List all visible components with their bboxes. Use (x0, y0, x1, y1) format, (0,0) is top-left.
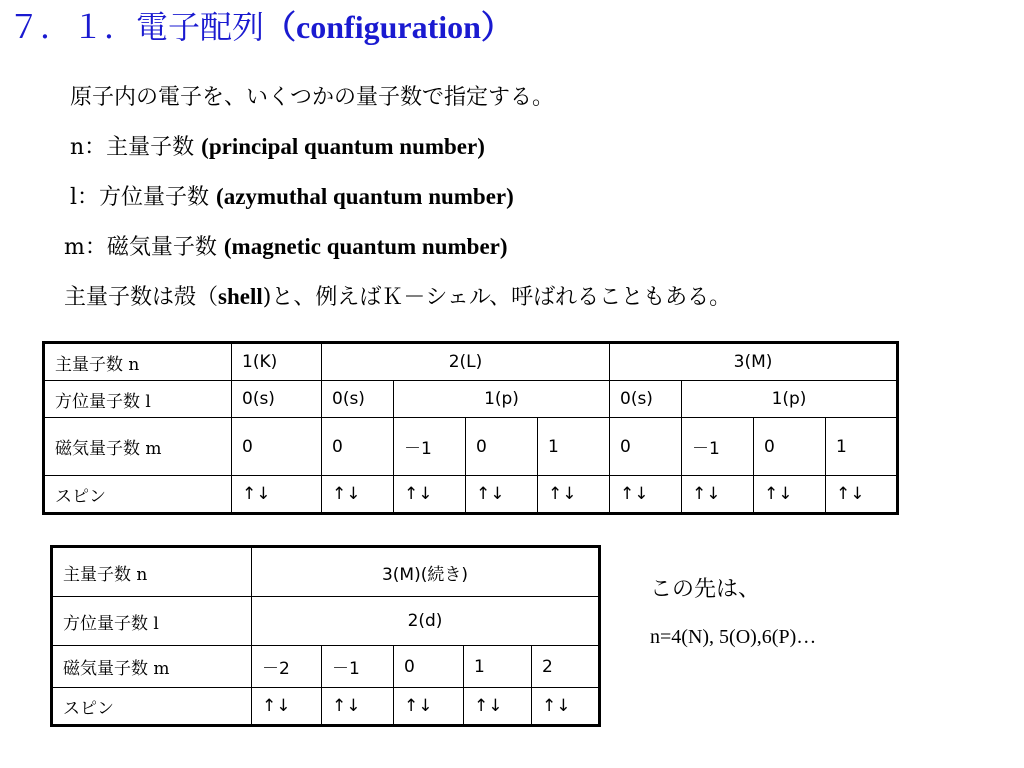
t2-cell-shell-m: 3(M)(続き) (252, 547, 600, 597)
row-label-n: 主量子数 n (44, 343, 232, 381)
intro-line (70, 80, 554, 111)
cell-shell-k: 1(K) (232, 343, 322, 381)
cell-spin-4: ↑↓ (538, 476, 610, 514)
cell-m-2: －1 (394, 418, 466, 476)
t2-cell-m-1: －1 (322, 646, 394, 688)
cell-m-7: 0 (754, 418, 826, 476)
t2-cell-spin-2: ↑↓ (394, 688, 464, 726)
title-english: （configuration） (264, 9, 513, 45)
azimuthal-line (70, 180, 514, 211)
cell-spin-6: ↑↓ (682, 476, 754, 514)
t2-row-label-n: 主量子数 n (52, 547, 252, 597)
t2-row-label-l: 方位量子数 l (52, 597, 252, 646)
cell-m-0: 0 (232, 418, 322, 476)
row-label-m: 磁気量子数 m (44, 418, 232, 476)
t2-cell-m-2: 0 (394, 646, 464, 688)
t2-cell-spin-1: ↑↓ (322, 688, 394, 726)
t2-row-label-spin: スピン (52, 688, 252, 726)
cell-m-6: －1 (682, 418, 754, 476)
cell-l-0: 0(s) (232, 381, 322, 418)
table1-row-l (44, 381, 898, 418)
table2-row-n (52, 547, 600, 597)
continuation-note: この先は、 (650, 577, 761, 602)
t2-cell-m-3: 1 (464, 646, 532, 688)
cell-l-1: 0(s) (322, 381, 394, 418)
principal-label: n：主量子数 (70, 135, 195, 160)
cell-spin-8: ↑↓ (826, 476, 898, 514)
cell-m-1: 0 (322, 418, 394, 476)
azimuthal-english: (azymuthal quantum number) (216, 184, 514, 209)
t2-cell-l: 2(d) (252, 597, 600, 646)
t2-cell-spin-4: ↑↓ (532, 688, 600, 726)
cell-spin-0: ↑↓ (232, 476, 322, 514)
principal-english: (principal quantum number) (201, 134, 485, 159)
table1-row-m (44, 418, 898, 476)
t2-cell-spin-0: ↑↓ (252, 688, 322, 726)
shell-text-en: shell (218, 284, 263, 309)
slide-title (8, 2, 513, 48)
cell-l-3: 0(s) (610, 381, 682, 418)
shell-line (64, 280, 731, 311)
table2-row-m (52, 646, 600, 688)
table2-row-l (52, 597, 600, 646)
cell-spin-5: ↑↓ (610, 476, 682, 514)
shell-text-1: 主量子数は殻（ (64, 285, 219, 310)
row-label-l: 方位量子数 l (44, 381, 232, 418)
magnetic-line (64, 230, 508, 261)
title-japanese: 電子配列 (136, 8, 265, 46)
cell-spin-1: ↑↓ (322, 476, 394, 514)
quantum-number-table-1 (42, 341, 899, 515)
magnetic-english: (magnetic quantum number) (223, 234, 508, 259)
table1-row-n (44, 343, 898, 381)
cell-spin-7: ↑↓ (754, 476, 826, 514)
t2-cell-spin-3: ↑↓ (464, 688, 532, 726)
intro-text: 原子内の電子を、いくつかの量子数で指定する。 (70, 85, 555, 110)
t2-cell-m-0: －2 (252, 646, 322, 688)
shell-text-2: )と、例えばＫ－シェル、呼ばれることもある。 (262, 285, 732, 310)
cell-spin-2: ↑↓ (394, 476, 466, 514)
cell-l-4: 1(p) (682, 381, 898, 418)
cell-shell-m: 3(M) (610, 343, 898, 381)
cell-m-8: 1 (826, 418, 898, 476)
magnetic-label: m：磁気量子数 (64, 235, 217, 260)
t2-row-label-m: 磁気量子数 m (52, 646, 252, 688)
cell-spin-3: ↑↓ (466, 476, 538, 514)
quantum-number-table-2 (50, 545, 601, 727)
cell-l-2: 1(p) (394, 381, 610, 418)
cell-shell-l: 2(L) (322, 343, 610, 381)
t2-cell-m-4: 2 (532, 646, 600, 688)
table1-row-spin (44, 476, 898, 514)
section-number: ７．１． (8, 8, 137, 46)
cell-m-4: 1 (538, 418, 610, 476)
cell-m-5: 0 (610, 418, 682, 476)
cell-m-3: 0 (466, 418, 538, 476)
azimuthal-label: l：方位量子数 (70, 185, 210, 210)
continuation-shells: n=4(N), 5(O),6(P)… (650, 626, 817, 648)
row-label-spin: スピン (44, 476, 232, 514)
table2-row-spin (52, 688, 600, 726)
principal-line (70, 130, 485, 161)
